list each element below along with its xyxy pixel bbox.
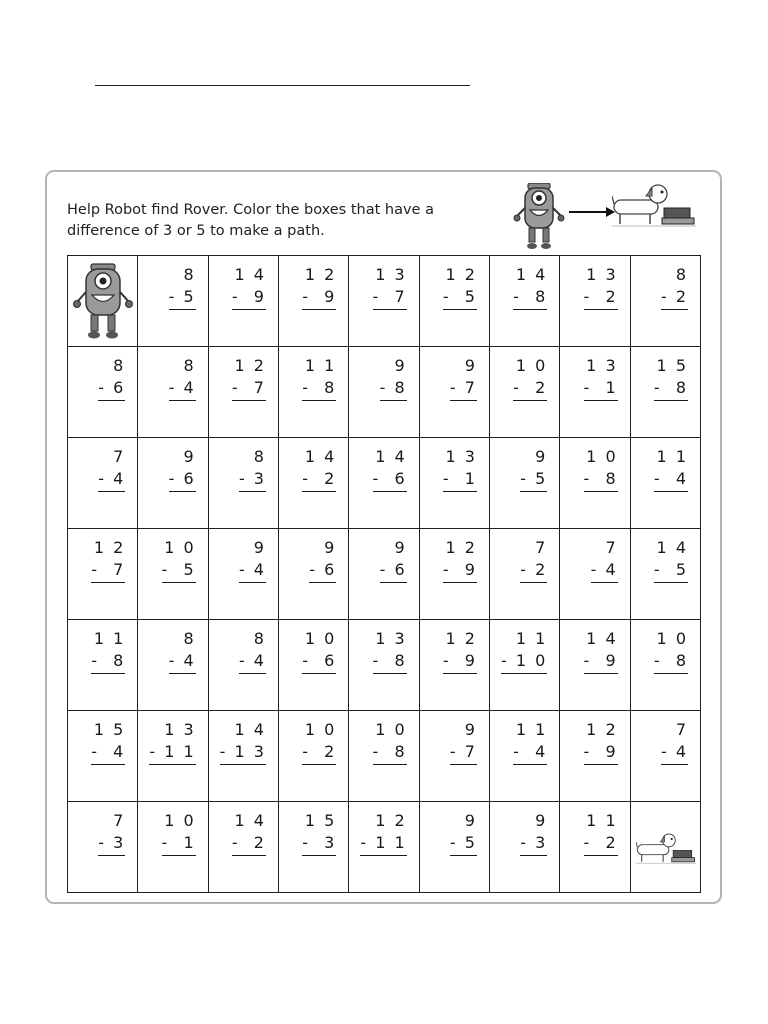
- minuend: 1 4: [234, 811, 266, 830]
- minuend: 1 4: [234, 265, 266, 284]
- minuend: 1 0: [515, 356, 548, 375]
- subtrahend: - 4: [239, 650, 266, 674]
- subtraction-problem: [443, 446, 477, 492]
- subtrahend: - 9: [443, 559, 477, 583]
- grid-cell[interactable]: [489, 347, 559, 438]
- subtraction-problem: [501, 628, 547, 674]
- minuend: 1 5: [93, 720, 126, 739]
- minuend: 1 1: [304, 356, 337, 375]
- subtraction-problem: [584, 355, 618, 401]
- grid-cell[interactable]: [489, 620, 559, 711]
- subtraction-problem: [373, 446, 407, 492]
- grid-cell[interactable]: [349, 620, 419, 711]
- minuend: 1 2: [445, 538, 477, 557]
- subtrahend: - 5: [443, 286, 477, 310]
- subtraction-problem: [232, 355, 266, 401]
- grid-cell[interactable]: [349, 802, 419, 893]
- subtraction-problem: [162, 537, 196, 583]
- subtrahend: - 1: [443, 468, 477, 492]
- grid-cell[interactable]: [68, 802, 138, 893]
- grid-cell[interactable]: [630, 802, 700, 893]
- subtrahend: - 1 0: [501, 650, 547, 674]
- subtraction-problem: [661, 719, 688, 765]
- robot-icon: [513, 183, 565, 251]
- minuend: 7: [113, 811, 126, 830]
- grid-cell[interactable]: [349, 529, 419, 620]
- grid-cell[interactable]: [630, 438, 700, 529]
- subtrahend: - 9: [443, 650, 477, 674]
- subtraction-problem: [443, 264, 477, 310]
- subtraction-problem: [450, 810, 477, 856]
- grid-cell[interactable]: [278, 347, 348, 438]
- grid-row: [68, 256, 701, 347]
- subtrahend: - 8: [91, 650, 125, 674]
- subtrahend: - 1: [584, 377, 618, 401]
- subtrahend: - 6: [98, 377, 125, 401]
- grid-cell[interactable]: [208, 256, 278, 347]
- minuend: 1 3: [586, 356, 618, 375]
- subtrahend: - 6: [380, 559, 407, 583]
- subtrahend: - 5: [654, 559, 688, 583]
- subtrahend: - 2: [302, 741, 336, 765]
- subtraction-problem: [661, 264, 688, 310]
- subtrahend: - 6: [373, 468, 407, 492]
- subtrahend: - 3: [98, 832, 125, 856]
- subtraction-problem: [302, 810, 336, 856]
- minuend: 7: [113, 447, 126, 466]
- grid-cell[interactable]: [278, 802, 348, 893]
- grid-row: [68, 438, 701, 529]
- arrow-right-icon: [568, 206, 616, 218]
- subtrahend: - 8: [654, 377, 688, 401]
- grid-cell[interactable]: [68, 529, 138, 620]
- minuend: 8: [183, 265, 196, 284]
- minuend: 9: [324, 538, 337, 557]
- minuend: 9: [183, 447, 196, 466]
- minuend: 1 2: [93, 538, 126, 557]
- grid-cell[interactable]: [630, 711, 700, 802]
- subtrahend: - 1 3: [220, 741, 266, 765]
- grid-cell[interactable]: [560, 438, 630, 529]
- grid-cell[interactable]: [138, 256, 208, 347]
- minuend: 8: [675, 265, 688, 284]
- grid-cell[interactable]: [630, 347, 700, 438]
- subtrahend: - 9: [302, 286, 336, 310]
- minuend: 7: [535, 538, 548, 557]
- grid-cell[interactable]: [68, 256, 138, 347]
- instructions: [67, 200, 467, 242]
- minuend: 9: [535, 811, 548, 830]
- subtraction-problem: [98, 355, 125, 401]
- grid-cell[interactable]: [349, 347, 419, 438]
- grid-cell[interactable]: [349, 711, 419, 802]
- subtraction-problem: [302, 719, 336, 765]
- grid-cell[interactable]: [208, 711, 278, 802]
- grid-cell[interactable]: [208, 347, 278, 438]
- subtraction-problem: [654, 537, 688, 583]
- minuend: 1 4: [304, 447, 337, 466]
- minuend: 8: [183, 356, 196, 375]
- subtraction-problem: [584, 810, 618, 856]
- minuend: 1 0: [375, 720, 407, 739]
- minuend: 1 1: [656, 447, 688, 466]
- minuend: 1 3: [445, 447, 477, 466]
- subtraction-problem: [239, 537, 266, 583]
- grid-cell[interactable]: [419, 347, 489, 438]
- minuend: 1 0: [304, 720, 337, 739]
- subtrahend: - 2: [232, 832, 266, 856]
- grid-cell[interactable]: [349, 438, 419, 529]
- subtraction-problem: [302, 355, 336, 401]
- grid-cell[interactable]: [419, 711, 489, 802]
- dog-rover-icon: [612, 182, 696, 230]
- subtrahend: - 7: [232, 377, 266, 401]
- grid-cell[interactable]: [349, 256, 419, 347]
- subtrahend: - 7: [91, 559, 125, 583]
- subtraction-problem: [91, 719, 125, 765]
- grid-cell[interactable]: [419, 256, 489, 347]
- subtraction-problem: [513, 355, 547, 401]
- subtraction-problem: [360, 810, 406, 856]
- subtraction-problem: [169, 446, 196, 492]
- subtrahend: - 1: [162, 832, 196, 856]
- subtrahend: - 4: [239, 559, 266, 583]
- subtraction-problem: [169, 628, 196, 674]
- grid-cell[interactable]: [278, 256, 348, 347]
- minuend: 1 1: [586, 811, 618, 830]
- minuend: 9: [253, 538, 266, 557]
- robot-icon: [71, 262, 135, 342]
- minuend: 1 0: [304, 629, 337, 648]
- subtraction-problem: [584, 264, 618, 310]
- minuend: 1 3: [586, 265, 618, 284]
- subtrahend: - 6: [309, 559, 336, 583]
- subtrahend: - 2: [302, 468, 336, 492]
- grid-cell[interactable]: [208, 438, 278, 529]
- subtrahend: - 5: [162, 559, 196, 583]
- grid-cell[interactable]: [278, 529, 348, 620]
- grid-row: [68, 620, 701, 711]
- subtraction-problem: [654, 355, 688, 401]
- subtraction-problem: [584, 719, 618, 765]
- grid-cell[interactable]: [560, 802, 630, 893]
- grid-cell[interactable]: [138, 347, 208, 438]
- subtrahend: - 8: [513, 286, 547, 310]
- subtrahend: - 1 1: [360, 832, 406, 856]
- grid-row: [68, 347, 701, 438]
- grid-cell[interactable]: [68, 711, 138, 802]
- subtraction-problem: [450, 719, 477, 765]
- grid-cell[interactable]: [68, 620, 138, 711]
- grid-cell[interactable]: [489, 256, 559, 347]
- subtrahend: - 6: [302, 650, 336, 674]
- subtrahend: - 6: [169, 468, 196, 492]
- name-line: [95, 85, 470, 86]
- instruction-line-2: difference of 3 or 5 to make a path.: [67, 223, 325, 239]
- subtraction-problem: [98, 810, 125, 856]
- minuend: 1 4: [234, 720, 266, 739]
- subtrahend: - 4: [654, 468, 688, 492]
- minuend: 1 1: [515, 629, 548, 648]
- minuend: 1 5: [304, 811, 337, 830]
- grid-cell[interactable]: [630, 256, 700, 347]
- subtraction-problem: [584, 628, 618, 674]
- instruction-line-1: Help Robot find Rover. Color the boxes that have a: [67, 202, 434, 218]
- subtrahend: - 4: [169, 377, 196, 401]
- subtrahend: - 4: [98, 468, 125, 492]
- minuend: 1 3: [375, 265, 407, 284]
- grid-row: [68, 802, 701, 893]
- subtrahend: - 8: [380, 377, 407, 401]
- subtrahend: - 8: [373, 650, 407, 674]
- minuend: 1 4: [515, 265, 548, 284]
- minuend: 1 2: [445, 265, 477, 284]
- minuend: 1 3: [375, 629, 407, 648]
- grid-cell[interactable]: [560, 711, 630, 802]
- grid-cell[interactable]: [138, 620, 208, 711]
- subtrahend: - 9: [584, 741, 618, 765]
- grid-cell[interactable]: [630, 620, 700, 711]
- subtraction-problem: [373, 264, 407, 310]
- subtrahend: - 8: [654, 650, 688, 674]
- grid-cell[interactable]: [208, 802, 278, 893]
- minuend: 1 2: [234, 356, 266, 375]
- subtraction-problem: [302, 628, 336, 674]
- subtrahend: - 2: [584, 832, 618, 856]
- subtrahend: - 5: [169, 286, 196, 310]
- subtrahend: - 3: [302, 832, 336, 856]
- minuend: 1 4: [375, 447, 407, 466]
- subtraction-problem: [91, 628, 125, 674]
- minuend: 1 4: [586, 629, 618, 648]
- subtraction-problem: [450, 355, 477, 401]
- minuend: 8: [183, 629, 196, 648]
- subtraction-problem: [239, 628, 266, 674]
- minuend: 9: [464, 720, 477, 739]
- grid-cell[interactable]: [489, 529, 559, 620]
- grid-cell[interactable]: [138, 438, 208, 529]
- subtrahend: - 7: [373, 286, 407, 310]
- subtrahend: - 3: [520, 832, 547, 856]
- grid-cell[interactable]: [630, 529, 700, 620]
- subtrahend: - 7: [450, 741, 477, 765]
- minuend: 1 2: [375, 811, 407, 830]
- grid-cell[interactable]: [278, 620, 348, 711]
- subtrahend: - 8: [373, 741, 407, 765]
- grid-cell[interactable]: [560, 256, 630, 347]
- minuend: 1 4: [656, 538, 688, 557]
- subtraction-problem: [302, 446, 336, 492]
- subtrahend: - 5: [520, 468, 547, 492]
- grid-cell[interactable]: [138, 802, 208, 893]
- subtraction-problem: [380, 537, 407, 583]
- minuend: 8: [253, 629, 266, 648]
- subtrahend: - 9: [232, 286, 266, 310]
- subtraction-problem: [591, 537, 618, 583]
- subtraction-problem: [520, 537, 547, 583]
- minuend: 8: [253, 447, 266, 466]
- minuend: 1 5: [656, 356, 688, 375]
- maze-grid: [67, 255, 701, 893]
- subtraction-problem: [654, 628, 688, 674]
- grid-cell[interactable]: [560, 620, 630, 711]
- grid-cell[interactable]: [138, 711, 208, 802]
- subtraction-problem: [380, 355, 407, 401]
- minuend: 8: [113, 356, 126, 375]
- grid-cell[interactable]: [560, 347, 630, 438]
- subtraction-problem: [91, 537, 125, 583]
- grid-cell[interactable]: [560, 529, 630, 620]
- grid-cell[interactable]: [68, 347, 138, 438]
- grid-cell[interactable]: [278, 438, 348, 529]
- subtrahend: - 4: [661, 741, 688, 765]
- subtrahend: - 7: [450, 377, 477, 401]
- minuend: 9: [394, 356, 407, 375]
- subtraction-problem: [584, 446, 618, 492]
- grid-cell[interactable]: [419, 438, 489, 529]
- subtrahend: - 9: [584, 650, 618, 674]
- subtrahend: - 2: [661, 286, 688, 310]
- subtraction-problem: [169, 264, 196, 310]
- grid-cell[interactable]: [419, 529, 489, 620]
- minuend: 1 1: [93, 629, 126, 648]
- subtraction-problem: [654, 446, 688, 492]
- subtrahend: - 4: [513, 741, 547, 765]
- subtrahend: - 2: [520, 559, 547, 583]
- subtrahend: - 8: [584, 468, 618, 492]
- subtraction-problem: [162, 810, 196, 856]
- grid-cell[interactable]: [489, 711, 559, 802]
- grid-row: [68, 529, 701, 620]
- subtrahend: - 4: [169, 650, 196, 674]
- subtraction-problem: [520, 446, 547, 492]
- grid-cell[interactable]: [419, 620, 489, 711]
- subtraction-problem: [220, 719, 266, 765]
- subtraction-problem: [513, 264, 547, 310]
- minuend: 1 0: [656, 629, 688, 648]
- minuend: 1 0: [586, 447, 618, 466]
- grid-cell[interactable]: [138, 529, 208, 620]
- subtraction-problem: [373, 628, 407, 674]
- minuend: 7: [605, 538, 618, 557]
- minuend: 9: [535, 447, 548, 466]
- subtraction-problem: [443, 537, 477, 583]
- subtraction-problem: [169, 355, 196, 401]
- grid-cell[interactable]: [68, 438, 138, 529]
- subtraction-problem: [232, 264, 266, 310]
- subtraction-problem: [149, 719, 195, 765]
- minuend: 9: [464, 811, 477, 830]
- minuend: 1 3: [164, 720, 196, 739]
- subtraction-problem: [98, 446, 125, 492]
- subtrahend: - 2: [513, 377, 547, 401]
- subtrahend: - 4: [591, 559, 618, 583]
- subtraction-problem: [520, 810, 547, 856]
- minuend: 9: [464, 356, 477, 375]
- subtrahend: - 3: [239, 468, 266, 492]
- subtraction-problem: [373, 719, 407, 765]
- grid-row: [68, 711, 701, 802]
- minuend: 1 0: [164, 538, 196, 557]
- grid-cell[interactable]: [419, 802, 489, 893]
- minuend: 1 2: [304, 265, 337, 284]
- subtrahend: - 1 1: [149, 741, 195, 765]
- minuend: 1 1: [515, 720, 548, 739]
- minuend: 1 2: [445, 629, 477, 648]
- subtraction-problem: [443, 628, 477, 674]
- minuend: 1 2: [586, 720, 618, 739]
- grid-cell[interactable]: [208, 620, 278, 711]
- minuend: 9: [394, 538, 407, 557]
- subtraction-problem: [239, 446, 266, 492]
- grid-cell[interactable]: [278, 711, 348, 802]
- grid-cell[interactable]: [489, 438, 559, 529]
- grid-cell[interactable]: [489, 802, 559, 893]
- subtrahend: - 8: [302, 377, 336, 401]
- grid-cell[interactable]: [208, 529, 278, 620]
- dog-rover-icon: [636, 828, 696, 870]
- minuend: 7: [675, 720, 688, 739]
- subtraction-problem: [302, 264, 336, 310]
- subtrahend: - 4: [91, 741, 125, 765]
- minuend: 1 0: [164, 811, 196, 830]
- subtrahend: - 5: [450, 832, 477, 856]
- subtrahend: - 2: [584, 286, 618, 310]
- subtraction-problem: [513, 719, 547, 765]
- subtraction-problem: [309, 537, 336, 583]
- subtraction-problem: [232, 810, 266, 856]
